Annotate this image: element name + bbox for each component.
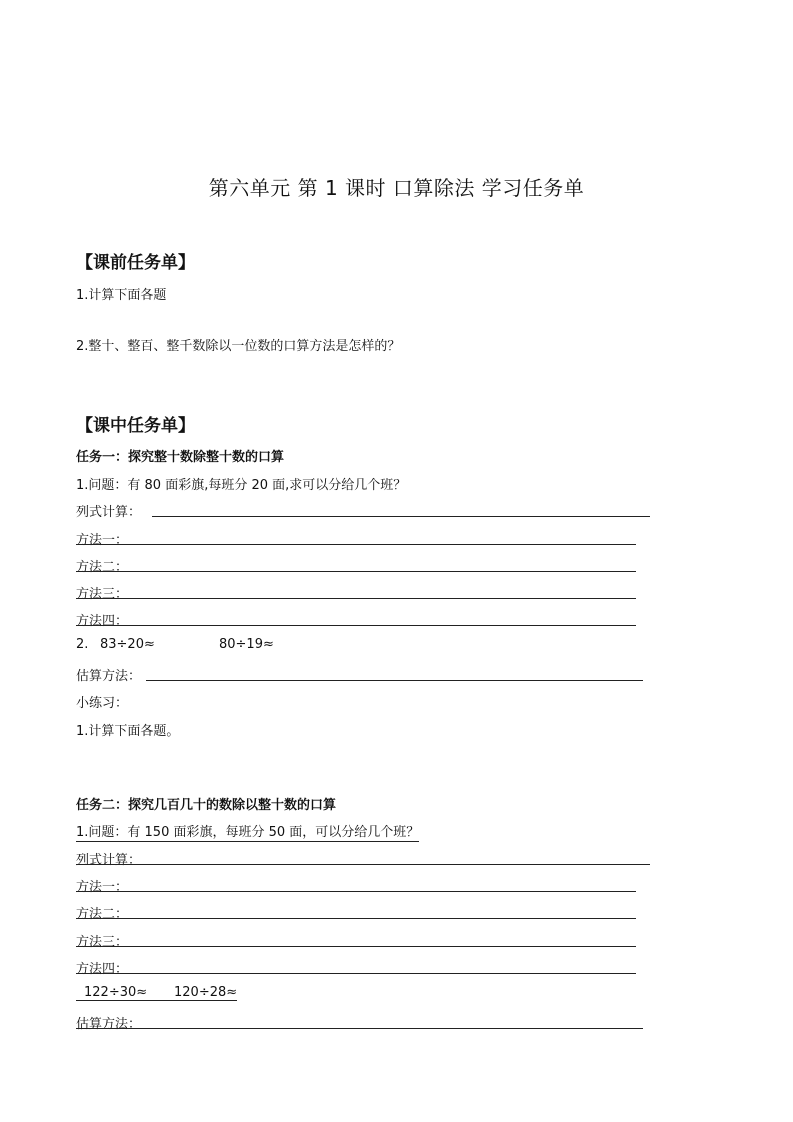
- in-class-heading: 【课中任务单】: [76, 416, 195, 436]
- task1-estimate-a: 83÷20≈: [100, 637, 155, 652]
- task2-formula-label: 列式计算：: [76, 853, 142, 868]
- task1-estimate-method-answer-line[interactable]: [146, 680, 643, 681]
- pre-class-item-2: 2.整十、整百、整千数除以一位数的口算方法是怎样的？: [76, 339, 401, 354]
- task2-title: 任务二：探究几百几十的数除以整十数的口算: [76, 798, 337, 813]
- practice-label: 小练习：: [76, 696, 129, 711]
- task2-method1-label: 方法一：: [76, 880, 129, 895]
- task1-estimate-prefix: 2.: [76, 637, 89, 652]
- task2-estimate-underline: [76, 1000, 237, 1001]
- pre-class-heading: 【课前任务单】: [76, 253, 195, 273]
- task1-method2-label: 方法二：: [76, 560, 129, 575]
- task2-method4-answer-line[interactable]: [76, 973, 636, 974]
- task2-method2-label: 方法二：: [76, 907, 129, 922]
- task1-formula-answer-line[interactable]: [152, 516, 650, 517]
- task1-question: 1.问题：有 80 面彩旗,每班分 20 面,求可以分给几个班？: [76, 478, 407, 493]
- task2-formula-answer-line[interactable]: [76, 864, 650, 865]
- task1-method1-label: 方法一：: [76, 533, 129, 548]
- task1-method3-label: 方法三：: [76, 587, 129, 602]
- practice-item: 1.计算下面各题。: [76, 724, 180, 739]
- task2-question: 1.问题：有 150 面彩旗，每班分 50 面，可以分给几个班？: [76, 821, 419, 842]
- task2-method3-answer-line[interactable]: [76, 946, 636, 947]
- task1-method4-label: 方法四：: [76, 614, 129, 629]
- task1-title: 任务一：探究整十数除整十数的口算: [76, 450, 285, 465]
- task2-method2-answer-line[interactable]: [76, 918, 636, 919]
- task1-estimate-b: 80÷19≈: [219, 637, 274, 652]
- task1-method1-answer-line[interactable]: [76, 544, 636, 545]
- pre-class-item-1: 1.计算下面各题: [76, 288, 167, 303]
- task2-estimate-method-label: 估算方法：: [76, 1017, 142, 1032]
- task1-method3-answer-line[interactable]: [76, 598, 636, 599]
- task1-formula-label: 列式计算：: [76, 505, 142, 520]
- task2-method1-answer-line[interactable]: [76, 891, 636, 892]
- task2-method3-label: 方法三：: [76, 935, 129, 950]
- task1-estimate-method-label: 估算方法：: [76, 669, 142, 684]
- page-title: 第六单元 第 1 课时 口算除法 学习任务单: [208, 176, 585, 200]
- task2-estimate-method-answer-line[interactable]: [76, 1028, 643, 1029]
- task2-estimate-b: 120÷28≈: [174, 985, 238, 1000]
- task1-method4-answer-line[interactable]: [76, 625, 636, 626]
- task2-method4-label: 方法四：: [76, 962, 129, 977]
- task2-estimate-a: 122÷30≈: [84, 985, 148, 1000]
- task1-method2-answer-line[interactable]: [76, 571, 636, 572]
